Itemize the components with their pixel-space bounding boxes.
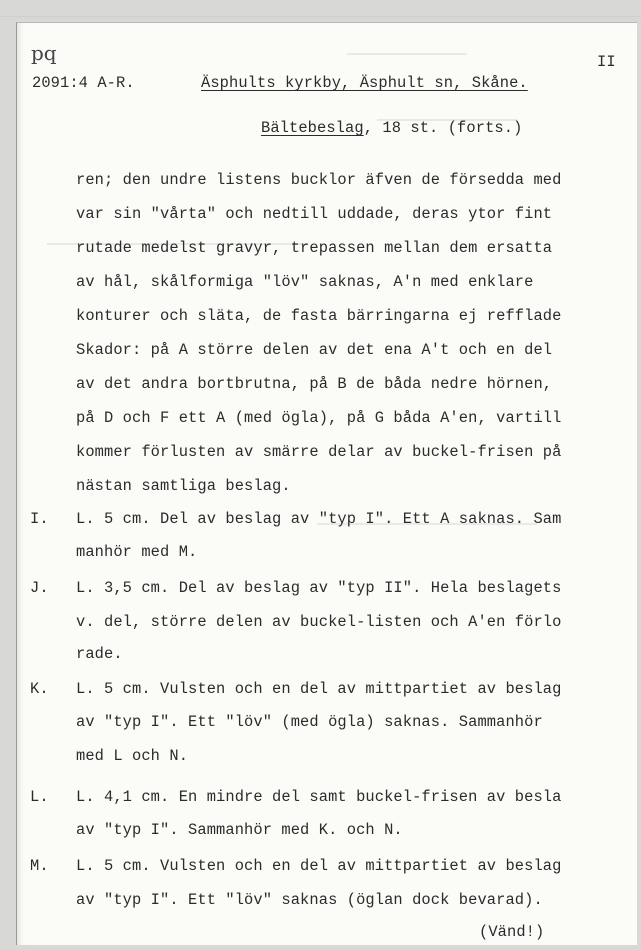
- body-line: kommer förlusten av smärre delar av buckel-frisen på: [76, 443, 562, 461]
- body-line: Skador: på A större delen av det ena A't och en del: [76, 341, 553, 359]
- entry-line: av "typ I". Ett "löv" (med ögla) saknas. Sammanhör: [76, 713, 543, 731]
- entry-line: v. del, större delen av buckel-listen och A'en förlo: [76, 613, 562, 631]
- place-heading: Äsphults kyrkby, Äsphult sn, Skåne.: [201, 74, 528, 92]
- entry-line: med L och N.: [76, 747, 189, 765]
- body-line: av hål, skålformiga "löv" saknas, A'n med enklare: [76, 273, 534, 291]
- body-line: av det andra bortbrutna, på B de båda nedre hörnen,: [76, 375, 553, 393]
- show-through: [347, 53, 467, 55]
- object-title: Bältebeslag: [261, 119, 364, 137]
- body-line: på D och F ett A (med ögla), på G båda A'en, vartill: [76, 409, 562, 427]
- body-line: ren; den undre listens bucklor äfven de försedda med: [76, 171, 562, 189]
- body-line: nästan samtliga beslag.: [76, 477, 291, 495]
- entry-label: J.: [30, 579, 49, 597]
- document-page: [16, 22, 637, 945]
- reference-number: 2091:4 A-R.: [32, 74, 135, 92]
- entry-line: L. 4,1 cm. En mindre del samt buckel-frisen av besla: [76, 788, 562, 806]
- object-count: , 18 st. (forts.): [363, 119, 523, 137]
- scan-edge-line: [0, 16, 641, 17]
- entry-line: L. 5 cm. Vulsten och en del av mittpartiet av beslag: [76, 680, 562, 698]
- handwritten-note: pq: [31, 41, 57, 65]
- entry-label: L.: [30, 788, 49, 806]
- entry-line: L. 5 cm. Del av beslag av "typ I". Ett A saknas. Sam: [76, 510, 562, 528]
- body-line: rutade medelst gravyr, trepassen mellan dem ersatta: [76, 239, 553, 257]
- entry-line: av "typ I". Sammanhör med K. och N.: [76, 821, 403, 839]
- entry-label: M.: [30, 857, 49, 875]
- page-number: II: [597, 53, 616, 71]
- entry-label: K.: [30, 680, 49, 698]
- entry-line: av "typ I". Ett "löv" saknas (öglan dock bevarad).: [76, 891, 543, 909]
- entry-label: I.: [30, 510, 49, 528]
- turn-over-note: (Vänd!): [479, 923, 545, 941]
- object-heading: [261, 119, 522, 137]
- entry-line: manhör med M.: [76, 543, 198, 561]
- entry-line: rade.: [76, 645, 123, 663]
- body-line: var sin "vårta" och nedtill uddade, deras ytor fint: [76, 205, 553, 223]
- entry-line: L. 5 cm. Vulsten och en del av mittpartiet av beslag: [76, 857, 562, 875]
- entry-line: L. 3,5 cm. Del av beslag av "typ II". Hela beslagets: [76, 579, 562, 597]
- body-line: konturer och släta, de fasta bärringarna ej refflade: [76, 307, 562, 325]
